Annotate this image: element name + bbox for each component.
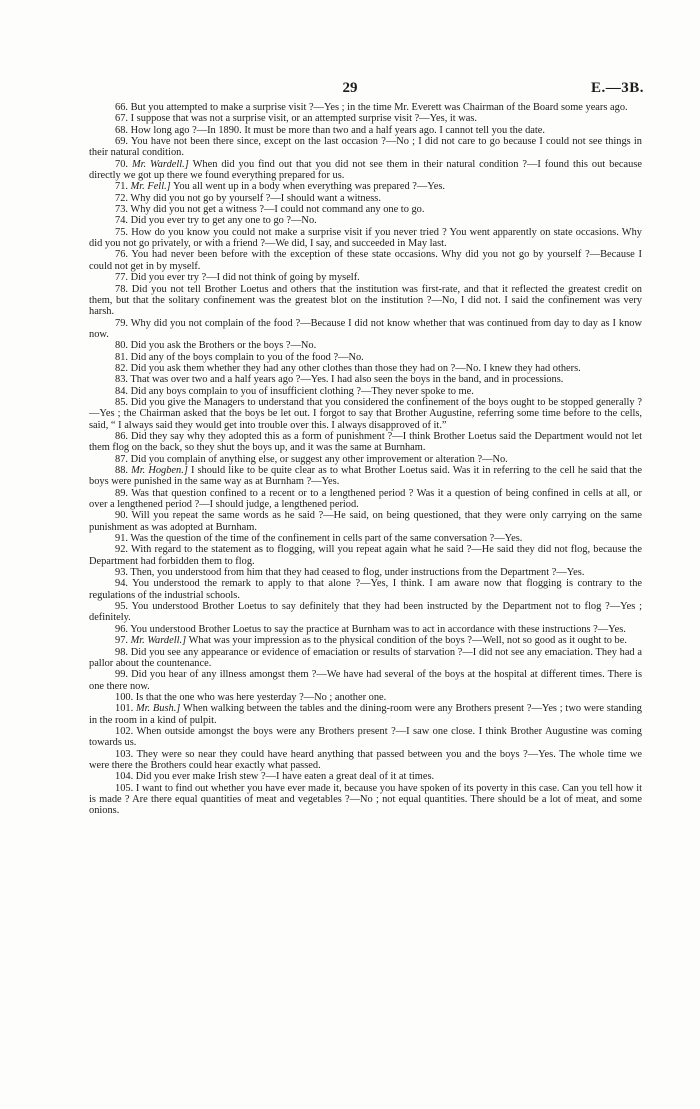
question-answer-text: They were so near they could have heard anything that passed between you and the boys ?—Yes. The whole time we were there the Brothers could hear exactly what passed. [89, 748, 642, 771]
page-number: 29 [342, 80, 358, 96]
question-number: 75. [115, 226, 128, 238]
document-reference: E.—3B. [590, 80, 644, 96]
question-answer-text: Did any boys complain to you of insufficient clothing ?—They never spoke to me. [130, 385, 474, 397]
testimony-paragraph [89, 726, 642, 749]
testimony-paragraph [89, 544, 642, 567]
question-number: 90. [115, 510, 128, 522]
testimony-paragraph [89, 340, 642, 351]
question-answer-text: Did any of the boys complain to you of the food ?—No. [130, 351, 364, 363]
testimony-paragraph [89, 578, 642, 601]
testimony-paragraph [89, 647, 642, 670]
question-answer-text: I suppose that was not a surprise visit, or an attempted surprise visit ?—Yes, it was. [130, 113, 478, 125]
testimony-paragraph [89, 284, 642, 318]
testimony-paragraph [89, 635, 642, 646]
speaker-label: Mr. Fell.] [130, 181, 171, 193]
testimony-paragraph [89, 374, 642, 385]
question-number: 103. [115, 748, 134, 760]
testimony-paragraph [89, 227, 642, 250]
question-answer-text: How do you know you could not make a surprise visit if you never tried ? You went apparently on state occasions. Why did you not go privately, or with a friend ?—We did, I say, and succeeded in May last. [89, 226, 642, 250]
testimony-paragraph [89, 703, 642, 726]
question-number: 78. [115, 283, 128, 295]
question-answer-text: What was your impression as to the physical condition of the boys ?—Well, not so good as it ought to be. [188, 635, 627, 647]
question-answer-text: Did you ever make Irish stew ?—I have eaten a great deal of it at times. [135, 771, 435, 783]
question-answer-text: You understood Brother Loetus to say definitely that they had been instructed by the Department not to flog ?—Yes ; definitely. [89, 601, 642, 624]
question-answer-text: Did you ever try ?—I did not think of going by myself. [130, 272, 360, 284]
testimony-paragraph [89, 488, 642, 511]
question-answer-text: Did you give the Managers to understand that you considered the confinement of the boys ought to be stopped generally ?—Yes ; the Chairman asked that the boys be let out. I forgot to say that Brother Augustine, referring some time before to the cells, said, “ I always said they would get into trouble over this. I always disapproved of it.” [89, 396, 642, 431]
question-number: 68. [115, 124, 128, 136]
question-number: 96. [115, 623, 128, 635]
question-answer-text: I want to find out whether you have ever made it, because you have spoken of its poverty in this case. Can you tell how it is made ? Are there equal quantities of meat and vegetables ?—No ; not equal quantities. There should be a lot of meat, and some onions. [89, 782, 642, 817]
testimony-paragraph [89, 692, 642, 703]
question-answer-text: Did you complain of anything else, or suggest any other improvement or alteration ?—No. [130, 453, 508, 465]
question-answer-text: When did you find out that you did not see them in their natural condition ?—I found this out because directly we got up there we found everything prepared for us. [89, 158, 643, 182]
question-answer-text: You had never been before with the exception of these state occasions. Why did you not go by yourself ?—Because I could not get in by myself. [89, 249, 642, 272]
question-answer-text: Will you repeat the same words as he said ?—He said, on being questioned, that they were only carrying on the same punishment as was adopted at Burnham. [89, 510, 642, 533]
question-number: 102. [115, 725, 134, 737]
question-answer-text: Did you ask the Brothers or the boys ?—No. [130, 340, 317, 352]
question-number: 98. [115, 646, 128, 658]
question-number: 77. [115, 272, 128, 284]
speaker-label: Mr. Hogben.] [131, 465, 188, 476]
testimony-paragraph [89, 533, 642, 544]
question-number: 100. [115, 691, 134, 703]
question-answer-text: Did they say why they adopted this as a form of punishment ?—I think Brother Loetus said the Department would not let them flog on the back, so they shut the boys up, and it was the same at Burnham. [89, 430, 642, 454]
testimony-paragraph [89, 397, 642, 431]
testimony-paragraph [89, 318, 642, 341]
question-answer-text: Did you ever try to get any one to go ?—No. [130, 215, 317, 227]
question-number: 91. [115, 533, 128, 545]
testimony-paragraph [89, 454, 642, 465]
question-number: 101. [115, 703, 134, 715]
testimony-paragraph [89, 272, 642, 283]
question-number: 94. [115, 578, 128, 590]
question-number: 73. [115, 204, 128, 216]
question-number: 87. [115, 453, 128, 465]
testimony-paragraph [89, 601, 642, 624]
testimony-paragraph [89, 215, 642, 226]
testimony-paragraph [89, 363, 642, 374]
testimony-paragraph [89, 102, 642, 113]
speaker-label: Mr. Wardell.] [131, 158, 189, 170]
question-number: 93. [115, 567, 128, 579]
testimony-paragraph [89, 113, 642, 124]
question-number: 86. [115, 430, 128, 442]
question-number: 83. [115, 374, 128, 386]
question-answer-text: That was over two and a half years ago ?—Yes. I had also seen the boys in the band, and in processions. [130, 374, 564, 386]
question-answer-text: You all went up in a body when everything was prepared ?—Yes. [172, 181, 445, 193]
question-answer-text: Why did you not get a witness ?—I could not command any one to go. [130, 204, 425, 216]
question-answer-text: Why did you not complain of the food ?—Because I did not know whether that was continued from day to day as I know now. [89, 317, 642, 340]
question-number: 70. [115, 158, 128, 170]
question-number: 104. [115, 771, 134, 783]
question-answer-text: You understood the remark to apply to that alone ?—Yes, I think. I am aware now that flogging is contrary to the regulations of the industrial schools. [89, 578, 642, 601]
question-number: 71. [115, 181, 128, 193]
question-answer-text: Why did you not go by yourself ?—I should want a witness. [130, 192, 381, 204]
question-number: 105. [115, 782, 134, 794]
question-answer-text: Was that question confined to a recent or to a lengthened period ? Was it a question of being confined in cells at all, or over a lengthened period ?—I should judge, a lengthened period. [89, 487, 642, 511]
question-number: 92. [115, 544, 128, 556]
question-answer-text: With regard to the statement as to flogging, will you repeat again what he said ?—He said they did not flog, because the Department had forbidden them to flog. [89, 544, 642, 567]
testimony-body [89, 102, 642, 817]
testimony-paragraph [89, 136, 642, 159]
question-answer-text: When walking between the tables and the dining-room were any Brothers present ?—Yes ; two were standing in the room in a kind of pulpit. [89, 703, 642, 726]
question-number: 74. [115, 215, 128, 227]
question-answer-text: But you attempted to make a surprise visit ?—Yes ; in the time Mr. Everett was Chairman of the Board some years ago. [130, 102, 628, 113]
testimony-paragraph [89, 159, 642, 182]
testimony-paragraph [89, 510, 642, 533]
question-answer-text: Did you see any appearance or evidence of emaciation or results of starvation ?—I did not see any emaciation. They had a pallor about the countenance. [89, 646, 642, 669]
testimony-paragraph [89, 771, 642, 782]
question-number: 69. [115, 136, 128, 148]
question-answer-text: Did you hear of any illness amongst them ?—We have had several of the boys at the hospital at different times. There is one there now. [89, 669, 642, 692]
testimony-paragraph [89, 669, 642, 692]
question-number: 72. [115, 192, 128, 204]
question-answer-text: You understood Brother Loetus to say the practice at Burnham was to act in accordance with these instructions ?—Yes. [130, 623, 626, 635]
question-number: 66. [115, 102, 128, 113]
speaker-label: Mr. Bush.] [135, 703, 181, 715]
testimony-paragraph [89, 386, 642, 397]
question-answer-text: How long ago ?—In 1890. It must be more than two and a half years ago. I cannot tell you the date. [130, 124, 545, 136]
testimony-paragraph [89, 567, 642, 578]
question-number: 97. [115, 635, 128, 647]
testimony-paragraph [89, 352, 642, 363]
testimony-paragraph [89, 125, 642, 136]
question-number: 79. [115, 317, 128, 329]
question-answer-text: I should like to be quite clear as to what Brother Loetus said. Was it in referring to the cell he said that the boys were punished in the same way as at Burnham ?—Yes. [89, 465, 642, 488]
question-number: 67. [115, 113, 128, 125]
question-number: 80. [115, 340, 128, 352]
testimony-paragraph [89, 249, 642, 272]
testimony-paragraph [89, 624, 642, 635]
question-answer-text: When outside amongst the boys were any Brothers present ?—I saw one close. I think Brother Augustine was coming towards us. [89, 725, 642, 749]
question-number: 99. [115, 669, 128, 681]
question-answer-text: Was the question of the time of the confinement in cells part of the same conversation ?—Yes. [130, 533, 523, 545]
question-number: 82. [115, 362, 128, 374]
testimony-paragraph [89, 431, 642, 454]
question-answer-text: Did you not tell Brother Loetus and others that the institution was first-rate, and that it reflected the greatest credit on them, but that the solitary confinement was the greatest blot on the institution ?—No, I did not. I said the confinement was very harsh. [89, 283, 642, 318]
page-header [0, 80, 700, 100]
question-answer-text: Did you ask them whether they had any other clothes than those they had on ?—No. I knew they had others. [130, 362, 581, 374]
testimony-paragraph [89, 204, 642, 215]
question-number: 81. [115, 351, 128, 363]
testimony-paragraph [89, 783, 642, 817]
question-number: 76. [115, 249, 128, 261]
question-number: 84. [115, 385, 128, 397]
testimony-paragraph [89, 465, 642, 488]
question-answer-text: You have not been there since, except on the last occasion ?—No ; I did not care to go because I could not see things in their natural condition. [89, 136, 642, 159]
testimony-paragraph [89, 181, 642, 192]
speaker-label: Mr. Wardell.] [130, 635, 187, 647]
question-number: 85. [115, 396, 128, 408]
question-answer-text: Then, you understood from him that they had ceased to flog, under instructions from the Department ?—Yes. [130, 567, 585, 579]
question-number: 95. [115, 601, 128, 613]
testimony-paragraph [89, 193, 642, 204]
question-answer-text: Is that the one who was here yesterday ?—No ; another one. [135, 691, 387, 703]
question-number: 88. [115, 465, 128, 476]
testimony-paragraph [89, 749, 642, 772]
question-number: 89. [115, 487, 128, 499]
